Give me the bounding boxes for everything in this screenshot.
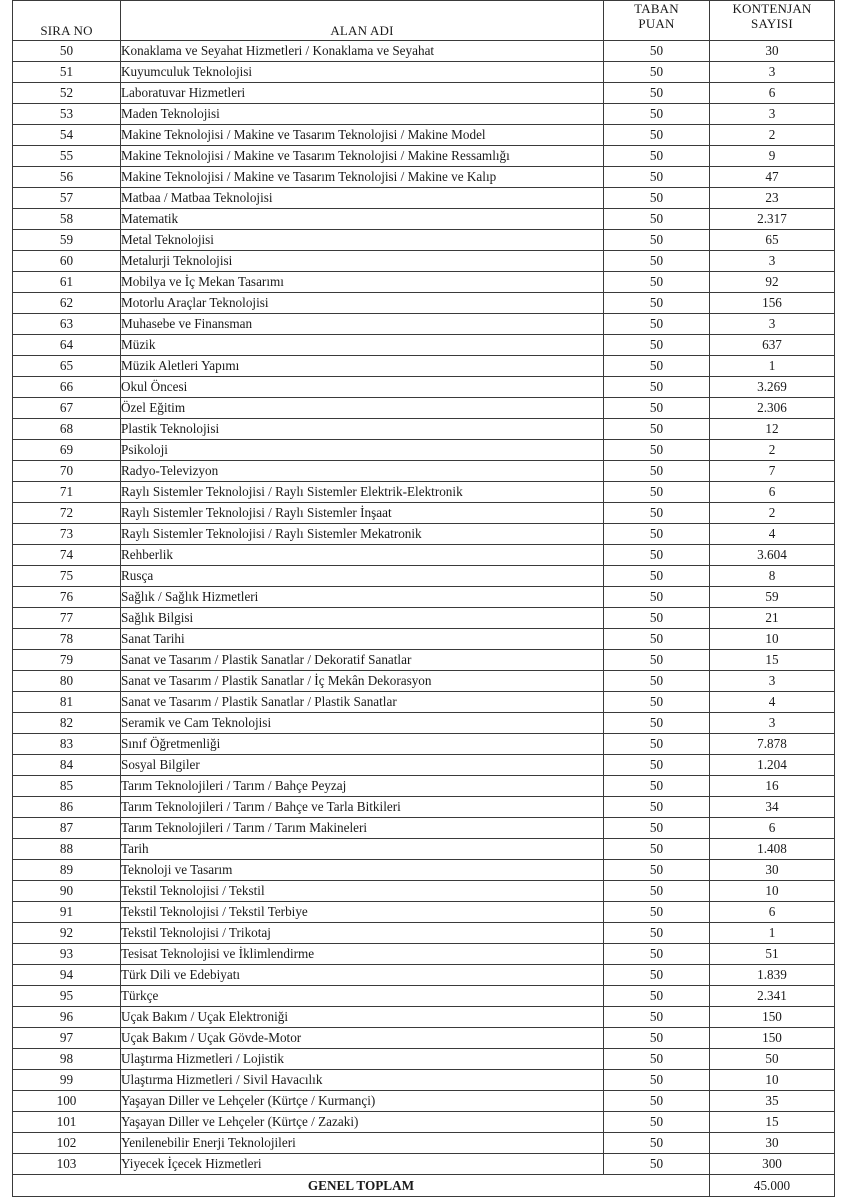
table-row <box>13 1154 835 1175</box>
row-kontenjan: 6 <box>710 482 835 503</box>
row-sira-no: 95 <box>13 986 121 1007</box>
row-alan-adi: Türkçe <box>121 986 604 1007</box>
row-taban-puan: 50 <box>604 83 710 104</box>
row-sira-no: 80 <box>13 671 121 692</box>
row-taban-puan: 50 <box>604 944 710 965</box>
table-row <box>13 356 835 377</box>
row-sira-no: 86 <box>13 797 121 818</box>
row-alan-adi: Teknoloji ve Tasarım <box>121 860 604 881</box>
row-taban-puan: 50 <box>604 230 710 251</box>
row-sira-no: 74 <box>13 545 121 566</box>
table-row <box>13 734 835 755</box>
row-alan-adi: Makine Teknolojisi / Makine ve Tasarım Teknolojisi / Makine Model <box>121 125 604 146</box>
row-taban-puan: 50 <box>604 461 710 482</box>
row-kontenjan: 3 <box>710 314 835 335</box>
row-taban-puan: 50 <box>604 377 710 398</box>
row-sira-no: 51 <box>13 62 121 83</box>
row-alan-adi: Makine Teknolojisi / Makine ve Tasarım Teknolojisi / Makine ve Kalıp <box>121 167 604 188</box>
row-sira-no: 99 <box>13 1070 121 1091</box>
row-alan-adi: Makine Teknolojisi / Makine ve Tasarım Teknolojisi / Makine Ressamlığı <box>121 146 604 167</box>
row-taban-puan: 50 <box>604 650 710 671</box>
row-alan-adi: Tesisat Teknolojisi ve İklimlendirme <box>121 944 604 965</box>
row-taban-puan: 50 <box>604 692 710 713</box>
row-kontenjan: 2 <box>710 440 835 461</box>
table-row <box>13 608 835 629</box>
row-alan-adi: Sağlık / Sağlık Hizmetleri <box>121 587 604 608</box>
row-sira-no: 70 <box>13 461 121 482</box>
row-sira-no: 68 <box>13 419 121 440</box>
row-kontenjan: 1.408 <box>710 839 835 860</box>
table-row <box>13 167 835 188</box>
table-row <box>13 461 835 482</box>
row-sira-no: 56 <box>13 167 121 188</box>
row-alan-adi: Tekstil Teknolojisi / Trikotaj <box>121 923 604 944</box>
table-row <box>13 797 835 818</box>
row-alan-adi: Sosyal Bilgiler <box>121 755 604 776</box>
table-body <box>13 41 835 1175</box>
row-alan-adi: Uçak Bakım / Uçak Elektroniği <box>121 1007 604 1028</box>
table-row <box>13 839 835 860</box>
header-kontenjan-line1: KONTENJAN <box>732 1 812 16</box>
row-kontenjan: 10 <box>710 881 835 902</box>
header-row <box>13 1 835 41</box>
row-alan-adi: Tarım Teknolojileri / Tarım / Bahçe Peyzaj <box>121 776 604 797</box>
row-taban-puan: 50 <box>604 440 710 461</box>
table-row <box>13 671 835 692</box>
row-sira-no: 90 <box>13 881 121 902</box>
table-row <box>13 1049 835 1070</box>
row-kontenjan: 4 <box>710 524 835 545</box>
table-row <box>13 314 835 335</box>
table-row <box>13 272 835 293</box>
row-sira-no: 96 <box>13 1007 121 1028</box>
row-kontenjan: 4 <box>710 692 835 713</box>
table-row <box>13 1133 835 1154</box>
row-kontenjan: 23 <box>710 188 835 209</box>
row-kontenjan: 2 <box>710 503 835 524</box>
row-alan-adi: Psikoloji <box>121 440 604 461</box>
row-taban-puan: 50 <box>604 398 710 419</box>
row-taban-puan: 50 <box>604 881 710 902</box>
row-kontenjan: 637 <box>710 335 835 356</box>
row-alan-adi: Müzik <box>121 335 604 356</box>
row-taban-puan: 50 <box>604 566 710 587</box>
table-row <box>13 293 835 314</box>
header-kontenjan-line2: SAYISI <box>751 16 793 31</box>
table-row <box>13 776 835 797</box>
row-alan-adi: Rehberlik <box>121 545 604 566</box>
row-kontenjan: 10 <box>710 629 835 650</box>
table-row <box>13 524 835 545</box>
table-row <box>13 566 835 587</box>
row-kontenjan: 6 <box>710 818 835 839</box>
row-alan-adi: Maden Teknolojisi <box>121 104 604 125</box>
row-taban-puan: 50 <box>604 314 710 335</box>
header-alan-adi: ALAN ADI <box>121 1 604 41</box>
row-kontenjan: 92 <box>710 272 835 293</box>
table-row <box>13 146 835 167</box>
row-sira-no: 83 <box>13 734 121 755</box>
row-kontenjan: 3 <box>710 251 835 272</box>
table-row <box>13 482 835 503</box>
row-kontenjan: 16 <box>710 776 835 797</box>
row-sira-no: 52 <box>13 83 121 104</box>
row-alan-adi: Yenilenebilir Enerji Teknolojileri <box>121 1133 604 1154</box>
table-row <box>13 41 835 62</box>
row-taban-puan: 50 <box>604 1049 710 1070</box>
row-taban-puan: 50 <box>604 713 710 734</box>
row-taban-puan: 50 <box>604 608 710 629</box>
row-sira-no: 97 <box>13 1028 121 1049</box>
row-alan-adi: Tekstil Teknolojisi / Tekstil Terbiye <box>121 902 604 923</box>
row-alan-adi: Metalurji Teknolojisi <box>121 251 604 272</box>
row-taban-puan: 50 <box>604 629 710 650</box>
row-sira-no: 58 <box>13 209 121 230</box>
row-kontenjan: 7.878 <box>710 734 835 755</box>
row-taban-puan: 50 <box>604 125 710 146</box>
row-alan-adi: Sanat Tarihi <box>121 629 604 650</box>
row-kontenjan: 30 <box>710 41 835 62</box>
row-sira-no: 84 <box>13 755 121 776</box>
row-alan-adi: Rusça <box>121 566 604 587</box>
row-kontenjan: 2 <box>710 125 835 146</box>
row-taban-puan: 50 <box>604 818 710 839</box>
row-sira-no: 50 <box>13 41 121 62</box>
row-taban-puan: 50 <box>604 62 710 83</box>
row-taban-puan: 50 <box>604 545 710 566</box>
table-row <box>13 944 835 965</box>
row-alan-adi: Matbaa / Matbaa Teknolojisi <box>121 188 604 209</box>
row-alan-adi: Tekstil Teknolojisi / Tekstil <box>121 881 604 902</box>
row-kontenjan: 12 <box>710 419 835 440</box>
row-alan-adi: Tarih <box>121 839 604 860</box>
row-kontenjan: 7 <box>710 461 835 482</box>
table-row <box>13 188 835 209</box>
row-taban-puan: 50 <box>604 902 710 923</box>
row-alan-adi: Sanat ve Tasarım / Plastik Sanatlar / İç Mekân Dekorasyon <box>121 671 604 692</box>
row-kontenjan: 3.269 <box>710 377 835 398</box>
row-kontenjan: 10 <box>710 1070 835 1091</box>
row-kontenjan: 1 <box>710 356 835 377</box>
row-alan-adi: Laboratuvar Hizmetleri <box>121 83 604 104</box>
row-taban-puan: 50 <box>604 734 710 755</box>
table-row <box>13 713 835 734</box>
row-alan-adi: Yaşayan Diller ve Lehçeler (Kürtçe / Kurmançi) <box>121 1091 604 1112</box>
row-sira-no: 78 <box>13 629 121 650</box>
table-row <box>13 587 835 608</box>
row-kontenjan: 6 <box>710 83 835 104</box>
row-sira-no: 94 <box>13 965 121 986</box>
row-alan-adi: Yaşayan Diller ve Lehçeler (Kürtçe / Zazaki) <box>121 1112 604 1133</box>
row-taban-puan: 50 <box>604 251 710 272</box>
row-kontenjan: 1.839 <box>710 965 835 986</box>
row-sira-no: 71 <box>13 482 121 503</box>
row-taban-puan: 50 <box>604 146 710 167</box>
row-alan-adi: Tarım Teknolojileri / Tarım / Bahçe ve Tarla Bitkileri <box>121 797 604 818</box>
table-row <box>13 545 835 566</box>
row-alan-adi: Tarım Teknolojileri / Tarım / Tarım Makineleri <box>121 818 604 839</box>
row-kontenjan: 150 <box>710 1028 835 1049</box>
row-kontenjan: 30 <box>710 860 835 881</box>
row-alan-adi: Raylı Sistemler Teknolojisi / Raylı Sistemler Elektrik-Elektronik <box>121 482 604 503</box>
row-taban-puan: 50 <box>604 860 710 881</box>
row-alan-adi: Ulaştırma Hizmetleri / Sivil Havacılık <box>121 1070 604 1091</box>
row-taban-puan: 50 <box>604 923 710 944</box>
row-taban-puan: 50 <box>604 1091 710 1112</box>
row-alan-adi: Sanat ve Tasarım / Plastik Sanatlar / Dekoratif Sanatlar <box>121 650 604 671</box>
row-taban-puan: 50 <box>604 209 710 230</box>
table-row <box>13 818 835 839</box>
row-alan-adi: Motorlu Araçlar Teknolojisi <box>121 293 604 314</box>
quota-table <box>12 0 835 1197</box>
table-row <box>13 104 835 125</box>
row-alan-adi: Yiyecek İçecek Hizmetleri <box>121 1154 604 1175</box>
row-alan-adi: Sanat ve Tasarım / Plastik Sanatlar / Plastik Sanatlar <box>121 692 604 713</box>
row-sira-no: 73 <box>13 524 121 545</box>
row-alan-adi: Konaklama ve Seyahat Hizmetleri / Konaklama ve Seyahat <box>121 41 604 62</box>
row-sira-no: 93 <box>13 944 121 965</box>
row-kontenjan: 30 <box>710 1133 835 1154</box>
row-sira-no: 85 <box>13 776 121 797</box>
row-alan-adi: Özel Eğitim <box>121 398 604 419</box>
row-taban-puan: 50 <box>604 356 710 377</box>
row-sira-no: 102 <box>13 1133 121 1154</box>
row-kontenjan: 2.341 <box>710 986 835 1007</box>
row-kontenjan: 2.317 <box>710 209 835 230</box>
table-row <box>13 251 835 272</box>
table-row <box>13 377 835 398</box>
row-taban-puan: 50 <box>604 41 710 62</box>
row-sira-no: 66 <box>13 377 121 398</box>
row-alan-adi: Türk Dili ve Edebiyatı <box>121 965 604 986</box>
row-kontenjan: 8 <box>710 566 835 587</box>
row-sira-no: 64 <box>13 335 121 356</box>
header-taban-puan-line1: TABAN <box>634 1 679 16</box>
row-taban-puan: 50 <box>604 986 710 1007</box>
row-kontenjan: 3 <box>710 671 835 692</box>
row-sira-no: 100 <box>13 1091 121 1112</box>
row-sira-no: 89 <box>13 860 121 881</box>
row-taban-puan: 50 <box>604 272 710 293</box>
row-kontenjan: 9 <box>710 146 835 167</box>
row-taban-puan: 50 <box>604 503 710 524</box>
row-sira-no: 55 <box>13 146 121 167</box>
row-sira-no: 101 <box>13 1112 121 1133</box>
row-kontenjan: 65 <box>710 230 835 251</box>
row-kontenjan: 34 <box>710 797 835 818</box>
row-sira-no: 75 <box>13 566 121 587</box>
row-alan-adi: Ulaştırma Hizmetleri / Lojistik <box>121 1049 604 1070</box>
row-alan-adi: Raylı Sistemler Teknolojisi / Raylı Sistemler İnşaat <box>121 503 604 524</box>
row-sira-no: 61 <box>13 272 121 293</box>
header-kontenjan-sayisi <box>710 1 835 41</box>
row-alan-adi: Mobilya ve İç Mekan Tasarımı <box>121 272 604 293</box>
total-row <box>13 1175 835 1197</box>
table-row <box>13 335 835 356</box>
table-row <box>13 62 835 83</box>
row-sira-no: 57 <box>13 188 121 209</box>
header-taban-puan <box>604 1 710 41</box>
row-taban-puan: 50 <box>604 839 710 860</box>
row-taban-puan: 50 <box>604 1070 710 1091</box>
row-sira-no: 62 <box>13 293 121 314</box>
row-kontenjan: 3 <box>710 62 835 83</box>
table-row <box>13 881 835 902</box>
table-row <box>13 692 835 713</box>
row-sira-no: 92 <box>13 923 121 944</box>
row-alan-adi: Seramik ve Cam Teknolojisi <box>121 713 604 734</box>
row-taban-puan: 50 <box>604 1154 710 1175</box>
row-alan-adi: Müzik Aletleri Yapımı <box>121 356 604 377</box>
table-row <box>13 1007 835 1028</box>
total-value: 45.000 <box>710 1175 835 1197</box>
table-row <box>13 83 835 104</box>
row-alan-adi: Sınıf Öğretmenliği <box>121 734 604 755</box>
table-row <box>13 125 835 146</box>
row-kontenjan: 1.204 <box>710 755 835 776</box>
table-row <box>13 902 835 923</box>
row-kontenjan: 6 <box>710 902 835 923</box>
table-row <box>13 209 835 230</box>
row-taban-puan: 50 <box>604 293 710 314</box>
row-alan-adi: Metal Teknolojisi <box>121 230 604 251</box>
row-taban-puan: 50 <box>604 335 710 356</box>
row-kontenjan: 15 <box>710 1112 835 1133</box>
table-row <box>13 860 835 881</box>
row-taban-puan: 50 <box>604 1133 710 1154</box>
table-row <box>13 629 835 650</box>
table-row <box>13 1112 835 1133</box>
table-row <box>13 440 835 461</box>
row-sira-no: 59 <box>13 230 121 251</box>
row-alan-adi: Muhasebe ve Finansman <box>121 314 604 335</box>
row-kontenjan: 50 <box>710 1049 835 1070</box>
table-row <box>13 419 835 440</box>
row-sira-no: 72 <box>13 503 121 524</box>
table-row <box>13 503 835 524</box>
row-sira-no: 79 <box>13 650 121 671</box>
row-taban-puan: 50 <box>604 965 710 986</box>
table-row <box>13 1070 835 1091</box>
row-taban-puan: 50 <box>604 104 710 125</box>
row-sira-no: 103 <box>13 1154 121 1175</box>
row-kontenjan: 3.604 <box>710 545 835 566</box>
row-alan-adi: Kuyumculuk Teknolojisi <box>121 62 604 83</box>
row-sira-no: 63 <box>13 314 121 335</box>
row-alan-adi: Plastik Teknolojisi <box>121 419 604 440</box>
table-row <box>13 986 835 1007</box>
row-alan-adi: Sağlık Bilgisi <box>121 608 604 629</box>
row-taban-puan: 50 <box>604 671 710 692</box>
table-row <box>13 650 835 671</box>
row-kontenjan: 150 <box>710 1007 835 1028</box>
row-kontenjan: 35 <box>710 1091 835 1112</box>
row-kontenjan: 21 <box>710 608 835 629</box>
row-alan-adi: Matematik <box>121 209 604 230</box>
row-kontenjan: 300 <box>710 1154 835 1175</box>
table-row <box>13 398 835 419</box>
row-taban-puan: 50 <box>604 1112 710 1133</box>
table-header <box>13 1 835 41</box>
row-sira-no: 65 <box>13 356 121 377</box>
row-kontenjan: 3 <box>710 713 835 734</box>
row-alan-adi: Raylı Sistemler Teknolojisi / Raylı Sistemler Mekatronik <box>121 524 604 545</box>
table-row <box>13 1091 835 1112</box>
row-kontenjan: 2.306 <box>710 398 835 419</box>
row-sira-no: 81 <box>13 692 121 713</box>
table-row <box>13 1028 835 1049</box>
row-taban-puan: 50 <box>604 524 710 545</box>
table-row <box>13 923 835 944</box>
row-taban-puan: 50 <box>604 755 710 776</box>
row-taban-puan: 50 <box>604 797 710 818</box>
row-kontenjan: 156 <box>710 293 835 314</box>
row-sira-no: 88 <box>13 839 121 860</box>
row-sira-no: 91 <box>13 902 121 923</box>
row-taban-puan: 50 <box>604 1007 710 1028</box>
row-sira-no: 98 <box>13 1049 121 1070</box>
row-sira-no: 82 <box>13 713 121 734</box>
row-taban-puan: 50 <box>604 419 710 440</box>
row-sira-no: 76 <box>13 587 121 608</box>
row-kontenjan: 3 <box>710 104 835 125</box>
table-row <box>13 965 835 986</box>
row-sira-no: 60 <box>13 251 121 272</box>
table-footer <box>13 1175 835 1197</box>
row-kontenjan: 51 <box>710 944 835 965</box>
row-taban-puan: 50 <box>604 482 710 503</box>
row-kontenjan: 59 <box>710 587 835 608</box>
row-kontenjan: 15 <box>710 650 835 671</box>
header-sira-no: SIRA NO <box>13 1 121 41</box>
row-alan-adi: Radyo-Televizyon <box>121 461 604 482</box>
row-sira-no: 69 <box>13 440 121 461</box>
row-taban-puan: 50 <box>604 587 710 608</box>
row-taban-puan: 50 <box>604 167 710 188</box>
document-page <box>12 0 834 1196</box>
row-sira-no: 67 <box>13 398 121 419</box>
row-taban-puan: 50 <box>604 1028 710 1049</box>
total-label: GENEL TOPLAM <box>13 1175 710 1197</box>
row-sira-no: 87 <box>13 818 121 839</box>
row-sira-no: 54 <box>13 125 121 146</box>
row-alan-adi: Uçak Bakım / Uçak Gövde-Motor <box>121 1028 604 1049</box>
row-alan-adi: Okul Öncesi <box>121 377 604 398</box>
table-row <box>13 755 835 776</box>
row-kontenjan: 47 <box>710 167 835 188</box>
row-kontenjan: 1 <box>710 923 835 944</box>
table-row <box>13 230 835 251</box>
row-sira-no: 77 <box>13 608 121 629</box>
row-taban-puan: 50 <box>604 188 710 209</box>
header-taban-puan-line2: PUAN <box>638 16 675 31</box>
row-taban-puan: 50 <box>604 776 710 797</box>
row-sira-no: 53 <box>13 104 121 125</box>
